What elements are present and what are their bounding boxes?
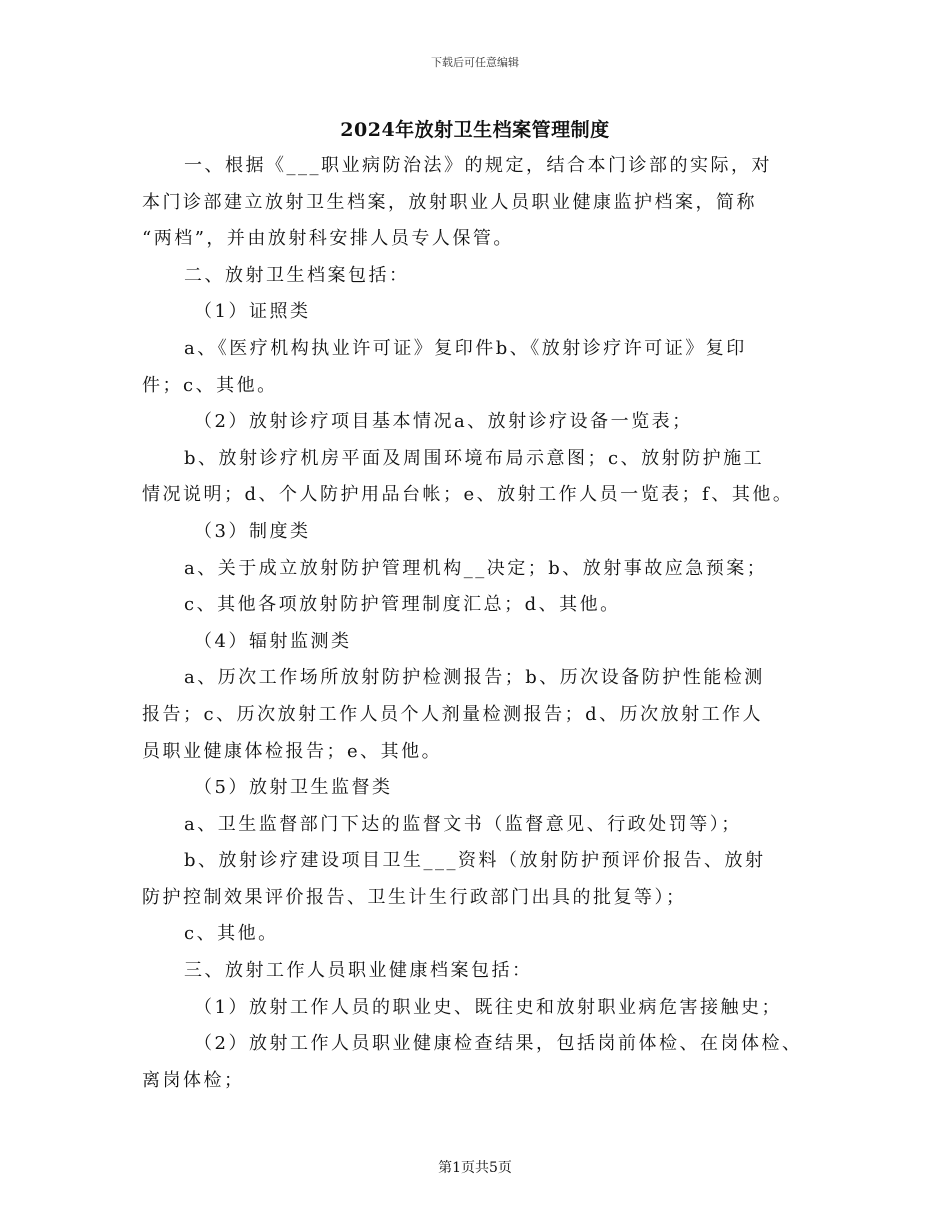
body-line: c、其他各项放射防护管理制度汇总；d、其他。 <box>184 594 621 616</box>
body-line: b、放射诊疗机房平面及周围环境布局示意图；c、放射防护施工 <box>184 447 765 469</box>
body-line: （1）放射工作人员的职业史、既往史和放射职业病危害接触史； <box>194 996 782 1018</box>
body-line: 防护控制效果评价报告、卫生计生行政部门出具的批复等）； <box>142 886 687 908</box>
body-line: 离岗体检； <box>142 1069 245 1091</box>
body-line: 本门诊部建立放射卫生档案，放射职业人员职业健康监护档案，简称 <box>142 191 757 213</box>
subsection-heading: （1）证照类 <box>194 301 311 323</box>
subsection-heading: （5）放射卫生监督类 <box>194 777 393 799</box>
body-line: c、其他。 <box>184 923 279 945</box>
body-line: 件；c、其他。 <box>142 374 278 396</box>
body-line: a、《医疗机构执业许可证》复印件b、《放射诊疗许可证》复印 <box>184 337 747 359</box>
body-line: 情况说明；d、个人防护用品台帐；e、放射工作人员一览表；f、其他。 <box>142 484 794 506</box>
body-line: “两档”，并由放射科安排人员专人保管。 <box>142 228 514 250</box>
body-line: 一、根据《___职业病防治法》的规定，结合本门诊部的实际，对 <box>184 155 772 176</box>
header-note: 下载后可任意编辑 <box>431 56 519 69</box>
body-line: b、放射诊疗建设项目卫生___资料（放射防护预评价报告、放射 <box>184 850 766 872</box>
subsection-heading: （4）辐射监测类 <box>194 630 352 652</box>
document-body <box>142 148 822 1099</box>
section-heading: 三、放射工作人员职业健康档案包括： <box>184 960 533 982</box>
subsection-heading: （2）放射诊疗项目基本情况a、放射诊疗设备一览表； <box>194 411 693 433</box>
body-line: （2）放射工作人员职业健康检查结果，包括岗前体检、在岗体检、 <box>194 1033 803 1055</box>
section-heading: 二、放射卫生档案包括： <box>184 264 410 286</box>
document-title: 2024年放射卫生档案管理制度 <box>340 119 610 141</box>
body-line: a、卫生监督部门下达的监督文书（监督意见、行政处罚等）； <box>184 813 742 835</box>
body-line: 员职业健康体检报告；e、其他。 <box>142 740 443 762</box>
body-line: a、关于成立放射防护管理机构__决定；b、放射事故应急预案； <box>184 557 768 579</box>
body-line: a、历次工作场所放射防护检测报告；b、历次设备防护性能检测 <box>184 667 765 689</box>
body-line: 报告；c、历次放射工作人员个人剂量检测报告；d、历次放射工作人 <box>142 703 764 725</box>
page-number-footer: 第1页共5页 <box>438 1160 512 1176</box>
subsection-heading: （3）制度类 <box>194 520 311 542</box>
